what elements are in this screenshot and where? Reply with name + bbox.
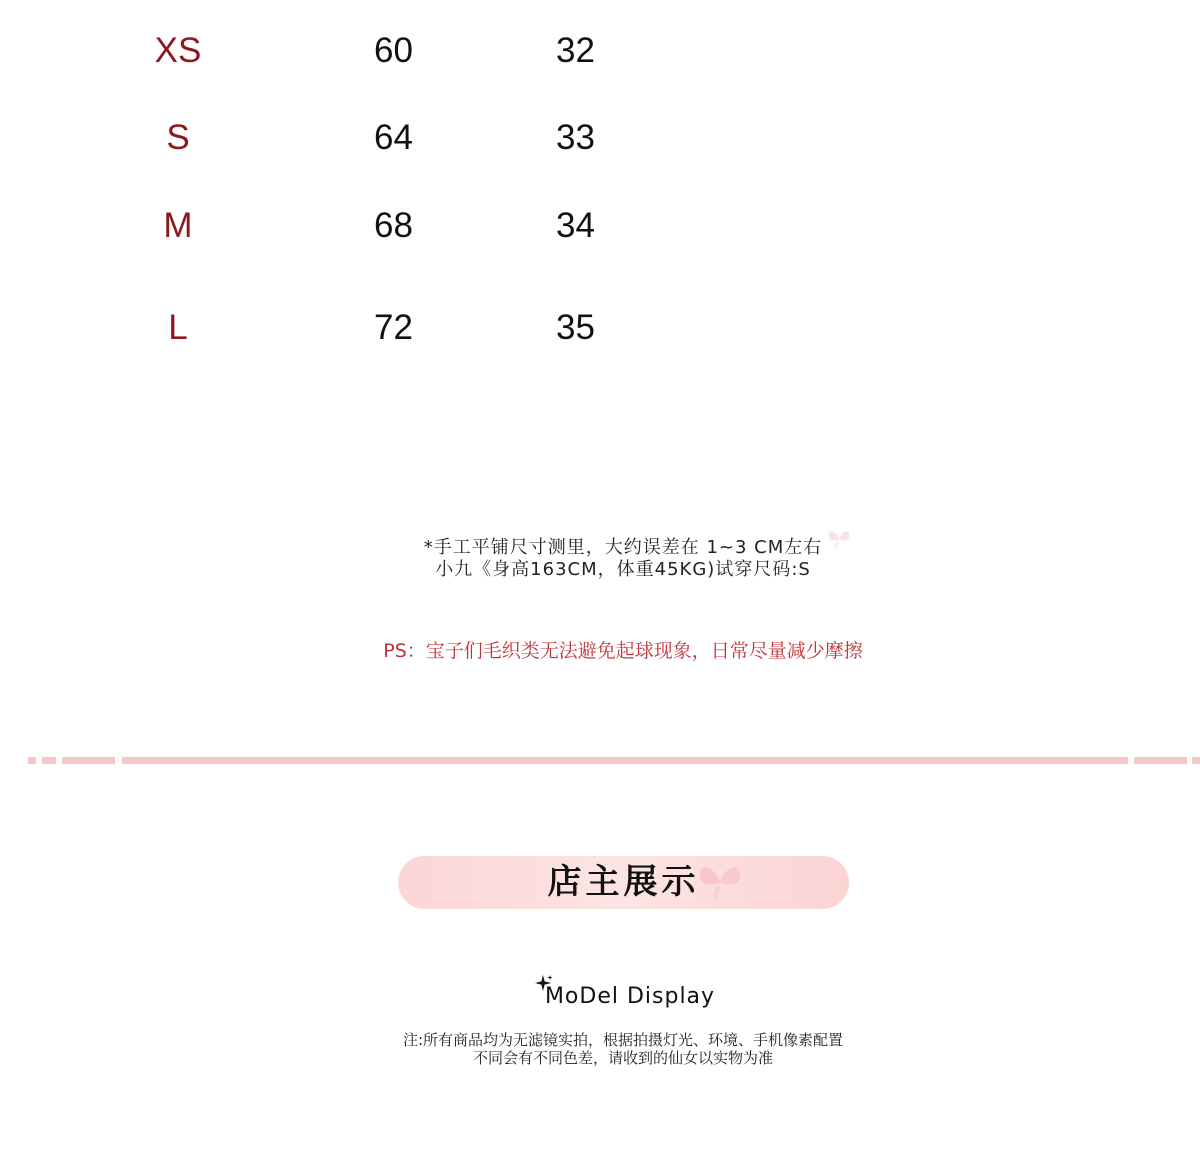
disclaimer-line-2: 不同会有不同色差，请收到的仙女以实物为准: [472, 1049, 773, 1067]
size-value-1: 64: [374, 118, 413, 157]
size-value-1: 60: [374, 31, 413, 70]
size-label: M: [163, 206, 193, 245]
fitting-note: 小九《身高163CM，体重45KG)试穿尺码:S: [435, 559, 811, 580]
size-label: XS: [154, 31, 202, 70]
table-row: [0, 201, 1200, 251]
section-title: 店主展示: [547, 862, 700, 902]
table-row: [0, 26, 1200, 76]
size-value-2: 35: [556, 308, 595, 347]
size-value-2: 32: [556, 31, 595, 70]
disclaimer-line-1: 注:所有商品均为无滤镜实拍，根据拍摄灯光、环境、手机像素配置: [402, 1031, 844, 1049]
size-label: S: [166, 118, 190, 157]
ps-note: PS：宝子们毛织类无法避免起球现象，日常尽量减少摩擦: [383, 640, 863, 662]
table-row: [0, 303, 1200, 353]
size-label: L: [168, 308, 188, 347]
size-value-1: 72: [374, 308, 413, 347]
size-value-1: 68: [374, 206, 413, 245]
section-title-banner: [398, 856, 849, 909]
section-subtitle: MoDel Display: [544, 984, 716, 1009]
size-value-2: 34: [556, 206, 595, 245]
table-row: [0, 113, 1200, 163]
measurement-note: *手工平铺尺寸测里，大约误差在 1~3 CM左右: [423, 537, 823, 558]
size-value-2: 33: [556, 118, 595, 157]
butterfly-icon: [826, 526, 852, 552]
